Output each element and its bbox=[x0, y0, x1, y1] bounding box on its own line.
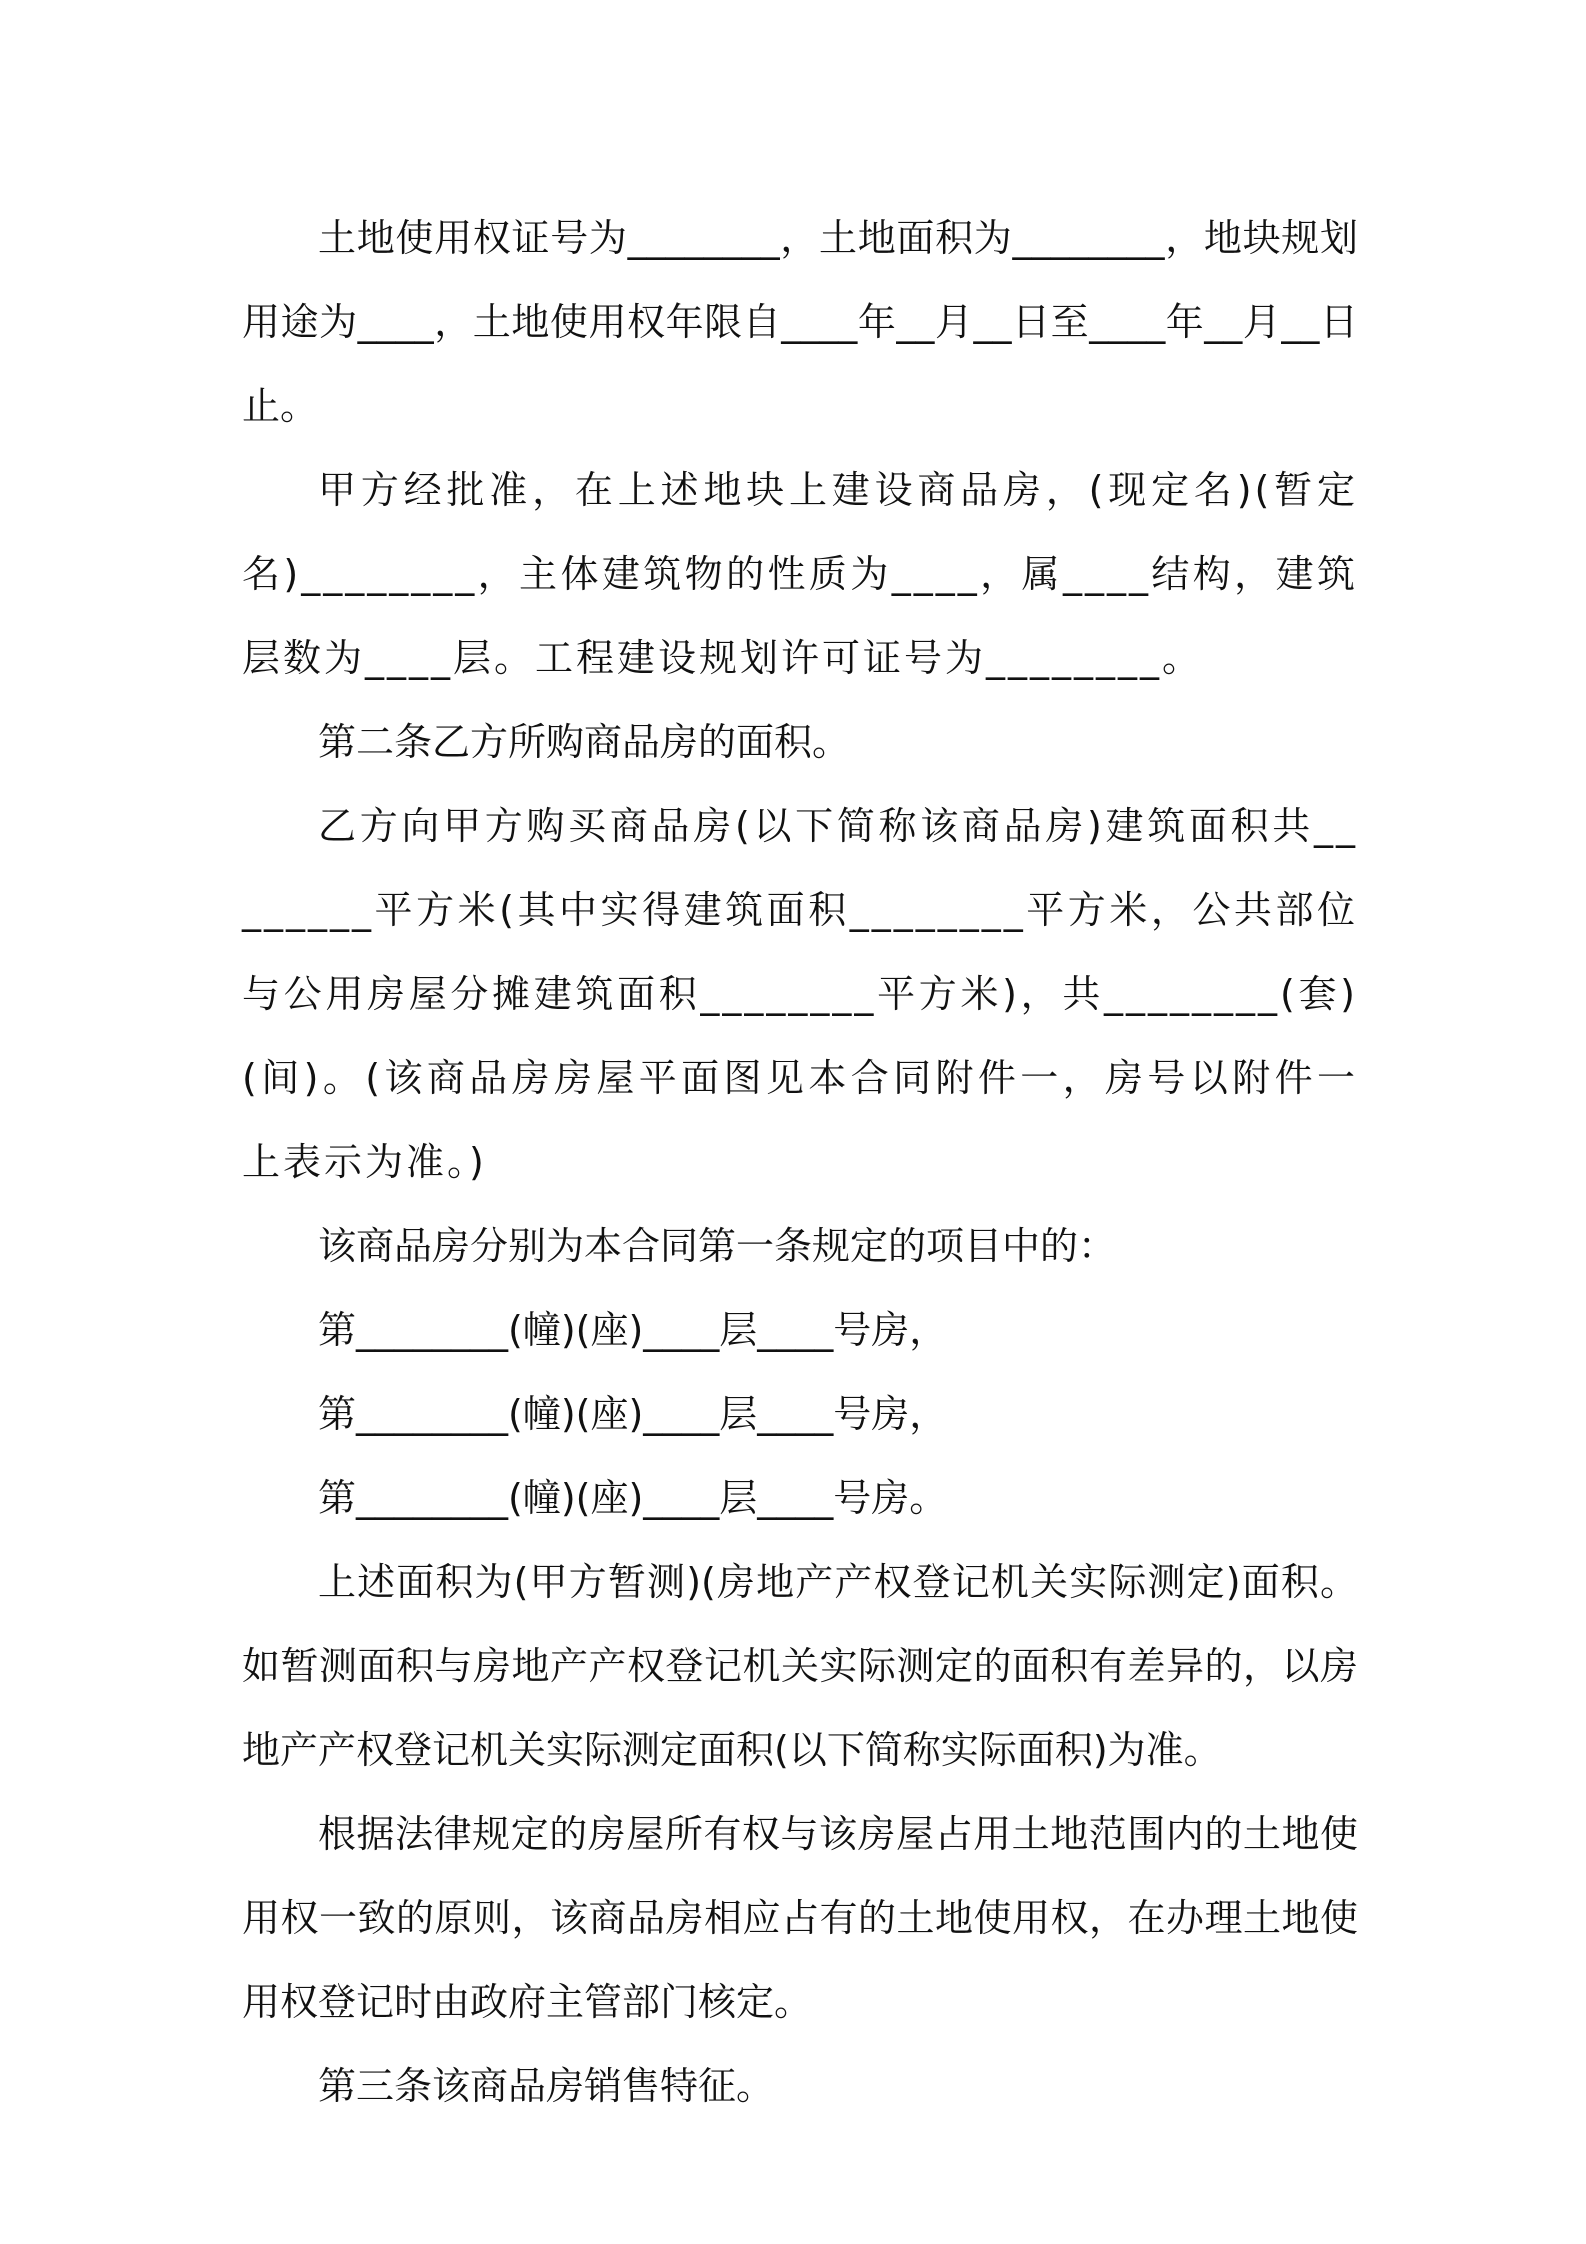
paragraph-land-use-certificate: 土地使用权证号为________，土地面积为________，地块规划用途为____，土地使用权年限自____年__月__日至____年__月__日止。 bbox=[242, 216, 1358, 428]
paragraph-project-approval: 甲方经批准，在上述地块上建设商品房，(现定名)(暂定名)________，主体建筑物的性质为____，属____结构，建筑层数为____层。工程建设规划许可证号为________。 bbox=[242, 468, 1358, 680]
paragraph-article-3-heading: 第三条该商品房销售特征。 bbox=[318, 2064, 775, 2108]
document-body bbox=[242, 196, 1358, 2128]
paragraph-article-2-heading: 第二条乙方所购商品房的面积。 bbox=[318, 720, 851, 764]
paragraph-land-use-right: 根据法律规定的房屋所有权与该房屋占用土地范围内的土地使用权一致的原则，该商品房相应占有的土地使用权，在办理土地使用权登记时由政府主管部门核定。 bbox=[242, 1812, 1358, 2024]
paragraph-area-measurement: 上述面积为(甲方暂测)(房地产产权登记机关实际测定)面积。如暂测面积与房地产产权登记机关实际测定的面积有差异的，以房地产产权登记机关实际测定面积(以下简称实际面积)为准。 bbox=[242, 1560, 1358, 1772]
paragraph-purchase-area: 乙方向甲方购买商品房(以下简称该商品房)建筑面积共________平方米(其中实得建筑面积________平方米，公共部位与公用房屋分摊建筑面积________平方米)，共________(套)(间)。(该商品房房屋平面图见本合同附件一，房号以附件一上表示为准。) bbox=[242, 804, 1358, 1184]
paragraph-project-items-intro: 该商品房分别为本合同第一条规定的项目中的： bbox=[318, 1224, 1117, 1268]
paragraph-room-2: 第________(幢)(座)____层____号房， bbox=[318, 1392, 948, 1436]
paragraph-room-3: 第________(幢)(座)____层____号房。 bbox=[318, 1476, 948, 1520]
paragraph-room-1: 第________(幢)(座)____层____号房， bbox=[318, 1308, 948, 1352]
